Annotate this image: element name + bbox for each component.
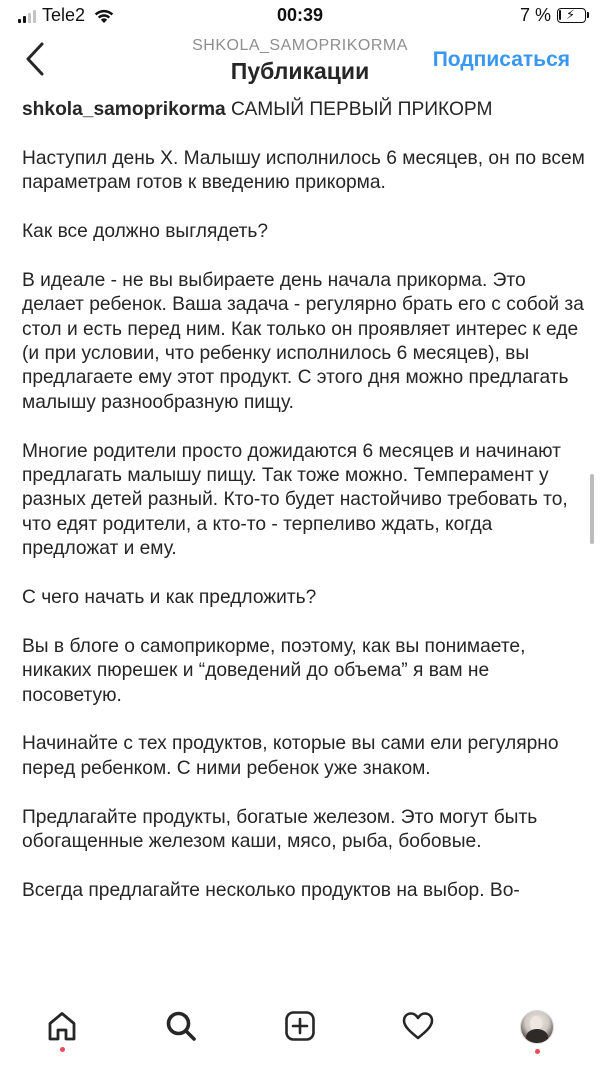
battery-icon	[557, 8, 586, 23]
tab-new-post[interactable]	[270, 1010, 330, 1060]
heart-icon	[401, 1010, 435, 1042]
header-username: SHKOLA_SAMOPRIKORMA	[192, 37, 408, 54]
header	[0, 30, 600, 92]
caption-paragraph: Вы в блоге о самоприкорме, поэтому, как вы понимаете, никаких пюрешек и “доведений до объема” я вам не посоветую.	[22, 635, 526, 706]
avatar	[520, 1010, 554, 1044]
page-title: Публикации	[230, 58, 370, 84]
tab-search[interactable]	[151, 1010, 211, 1060]
battery-level-fill	[559, 10, 561, 20]
caption-paragraph: В идеале - не вы выбираете день начала прикорма. Это делает ребенок. Ваша задача - регулярно брать его с собой за стол и есть перед ним. Как только он проявляет интерес к еде (и при условии, что ребенку исполнилось 6 месяцев), вы предлагаете ему этот продукт. С этого дня можно предлагать малышу разнообразную пищу.	[22, 269, 584, 413]
caption-paragraph: Предлагайте продукты, богатые железом. Это могут быть обогащенные железом каши, мясо, рыба, бобовые.	[22, 806, 538, 853]
tab-activity[interactable]	[388, 1010, 448, 1060]
tab-profile[interactable]	[507, 1010, 567, 1060]
bottom-tab-bar	[0, 998, 600, 1066]
status-bar	[0, 0, 600, 30]
tab-home[interactable]	[32, 1010, 92, 1060]
caption-paragraph: Всегда предлагайте несколько продуктов на выбор. Во-	[22, 879, 520, 901]
back-button[interactable]	[18, 40, 52, 78]
home-icon	[46, 1010, 78, 1042]
follow-button[interactable]: Подписаться	[432, 48, 570, 71]
caption-title: САМЫЙ ПЕРВЫЙ ПРИКОРМ	[231, 99, 493, 120]
chevron-left-icon	[25, 42, 45, 76]
search-icon	[165, 1010, 197, 1042]
battery-percent: 7 %	[519, 5, 551, 25]
post-caption	[22, 96, 588, 999]
status-right	[520, 5, 586, 26]
post-author-link[interactable]: shkola_samoprikorma	[22, 99, 226, 120]
notification-dot	[535, 1049, 540, 1054]
carrier-name: Tele2	[42, 5, 86, 25]
caption-paragraph: Как все должно выглядеть?	[22, 221, 269, 242]
add-post-icon	[284, 1010, 316, 1042]
notification-dot	[60, 1047, 65, 1052]
scroll-indicator[interactable]	[590, 474, 594, 544]
caption-paragraph: Многие родители просто дожидаются 6 месяцев и начинают предлагать малышу пищу. Так тоже можно. Темперамент у разных детей разный. Кто-то будет настойчиво требовать то, что едят родители, а кто-то - терпеливо ждать, когда предложат и ему.	[22, 440, 568, 560]
caption-heading	[22, 98, 588, 122]
charging-bolt-icon: ⚡	[566, 7, 576, 22]
caption-paragraph: Начинайте с тех продуктов, которые вы сами ели регулярно перед ребенком. С ними ребенок уже знаком.	[22, 733, 559, 779]
caption-paragraph: С чего начать и как предложить?	[22, 587, 317, 609]
status-time: 00:39	[276, 5, 324, 25]
caption-paragraph: Наступил день Х. Малышу исполнилось 6 месяцев, он по всем параметрам готов к введению прикорма.	[22, 147, 585, 194]
